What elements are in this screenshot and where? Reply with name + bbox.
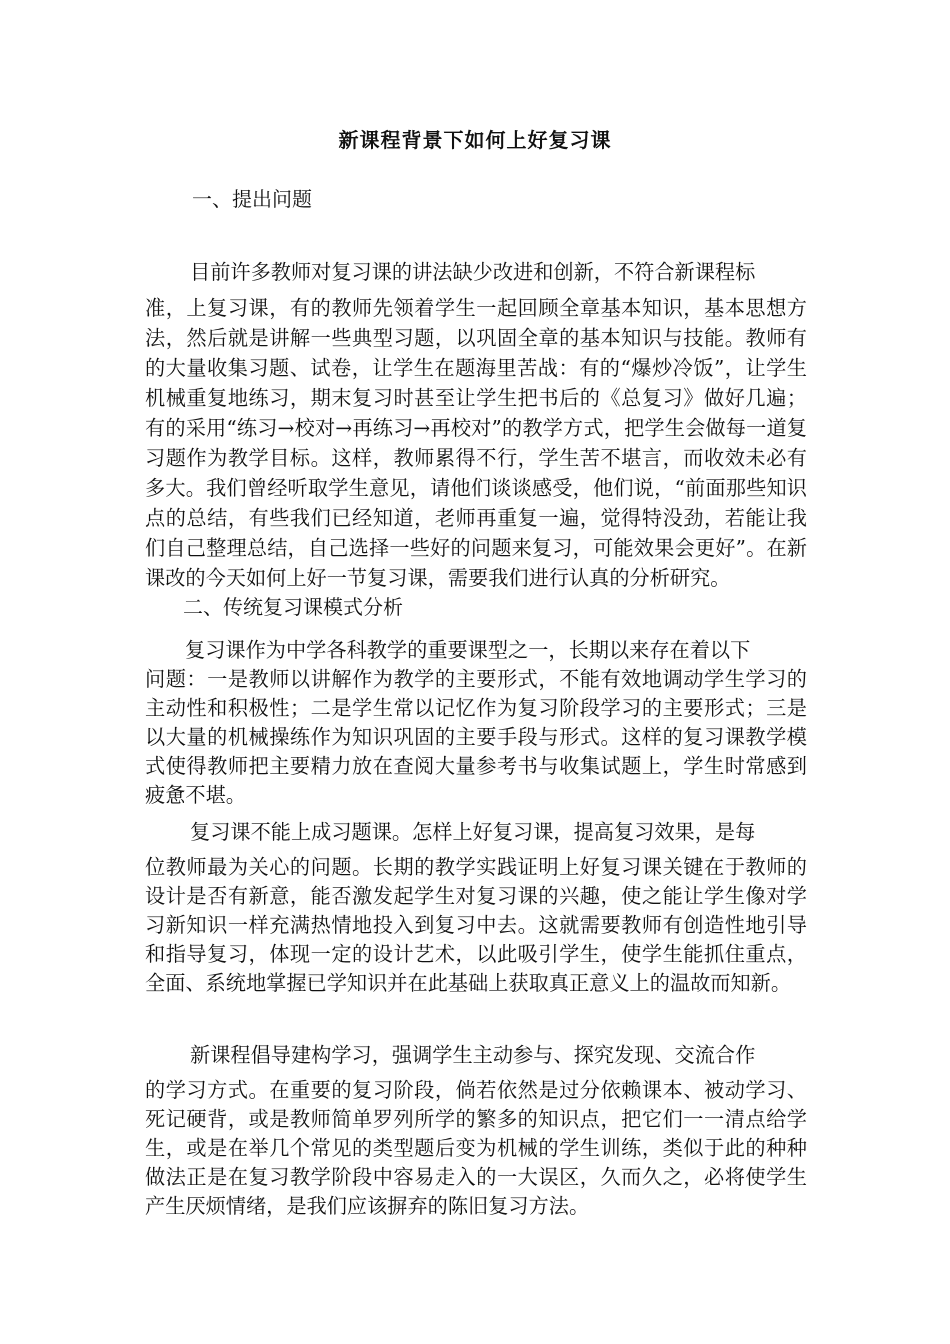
- paragraph-2: [145, 636, 807, 810]
- paragraph-4-body: 的学习方式。在重要的复习阶段，倘若依然是过分依赖课本、被动学习、死记硬背，或是教师简单罗列所学的繁多的知识点，把它们一一清点给学生，或是在举几个常见的类型题后变为机械的学生训练，类似于此的种种做法正是在复习教学阶段中容易走入的一大误区，久而久之，必将使学生产生厌烦情绪，是我们应该摒弃的陈旧复习方法。: [145, 1078, 807, 1218]
- paragraph-1: [145, 257, 807, 593]
- section-heading-analysis: 二、传统复习课模式分析: [183, 595, 403, 619]
- paragraph-4: [145, 1041, 807, 1221]
- paragraph-2-body: 问题：一是教师以讲解作为教学的主要形式，不能有效地调动学生学习的主动性和积极性；二是学生常以记忆作为复习阶段学习的主要形式；三是以大量的机械操练作为知识巩固的主要手段与形式。这样的复习课教学模式使得教师把主要精力放在查阅大量参考书与收集试题上，学生时常感到疲惫不堪。: [145, 667, 807, 807]
- paragraph-3-body: 位教师最为关心的问题。长期的教学实践证明上好复习课关键在于教师的设计是否有新意，能否激发起学生对复习课的兴趣，使之能让学生像对学习新知识一样充满热情地投入到复习中去。这就需要教师有创造性地引导和指导复习，体现一定的设计艺术，以此吸引学生，使学生能抓住重点，全面、系统地掌握已学知识并在此基础上获取真正意义上的温故而知新。: [145, 855, 807, 995]
- paragraph-1-body: 准，上复习课，有的教师先领着学生一起回顾全章基本知识，基本思想方法，然后就是讲解一些典型习题，以巩固全章的基本知识与技能。教师有的大量收集习题、试卷，让学生在题海里苦战：有的“爆炒冷饭”，让学生机械重复地练习，期末复习时甚至让学生把书后的《总复习》做好几遍；有的采用“练习→校对→再练习→再校对”的教学方式，把学生会做每一道复习题作为教学目标。这样，教师累得不行，学生苦不堪言，而收效未必有多大。我们曾经听取学生意见，请他们谈谈感受，他们说，“前面那些知识点的总结，有些我们已经知道，老师再重复一遍，觉得特没劲，若能让我们自己整理总结，自己选择一些好的问题来复习，可能效果会更好”。在新课改的今天如何上好一节复习课，需要我们进行认真的分析研究。: [145, 296, 807, 590]
- section-heading-problem: 一、提出问题: [192, 187, 312, 211]
- paragraph-4-first-line: 新课程倡导建构学习，强调学生主动参与、探究发现、交流合作: [190, 1043, 756, 1067]
- paragraph-3: [145, 818, 807, 998]
- paragraph-1-first-line: 目前许多教师对复习课的讲法缺少改进和创新，不符合新课程标: [190, 260, 756, 284]
- paragraph-2-first-line: 复习课作为中学各科教学的重要课型之一，长期以来存在着以下: [185, 638, 751, 662]
- paragraph-3-first-line: 复习课不能上成习题课。怎样上好复习课，提高复习效果，是每: [190, 820, 756, 844]
- document-title: 新课程背景下如何上好复习课: [338, 128, 612, 152]
